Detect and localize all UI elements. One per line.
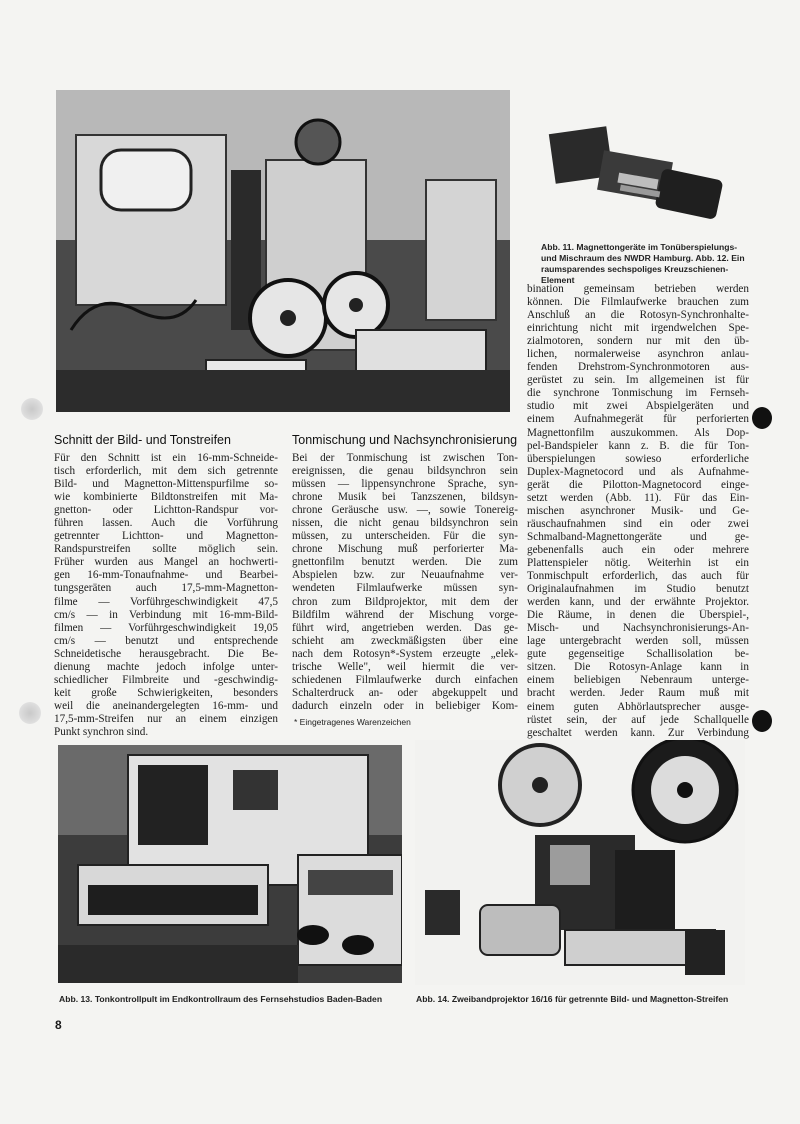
text-line: Früher wurden aus Mangel an hochwerti- [54,556,278,569]
text-line: wie kombinierte Bildtonstreifen mit Ma- [54,491,278,504]
text-line: zialmotoren, sondern nur mit den üb- [527,335,749,348]
text-line: dadurch einzeln oder in beliebiger Kom- [292,699,518,712]
text-line: weil die aneinandergelegten 16-mm- und [54,699,278,712]
ink-blot [752,407,772,429]
text-line: lage untergebracht werden soll, müssen [527,635,749,648]
text-line: chron zum Bildprojektor, mit dem der [292,595,518,608]
text-line: Duplex-Magnetocord und als Aufnahme- [527,465,749,478]
text-line: schiedlicher Filmbreite und -geschwindig- [54,673,278,686]
text-line: fenden Drehstrom-Synchronmotoren aus- [527,361,749,374]
column-1-text [54,452,278,739]
text-line: studio mit zwei Abspielgeräten und [527,400,749,413]
text-line: keit große Schwierigkeiten, besonders [54,686,278,699]
text-line: chrone Mischung muß perforierter Ma- [292,543,518,556]
figure-11-12-caption [541,242,753,286]
text-line: gerüstet zu sein. Im allgemeinen ist für [527,374,749,387]
text-line: chrone Geräusche usw. —, sowie Tonereig- [292,504,518,517]
text-line: führt wird, angetrieben werden. Das ge- [292,621,518,634]
text-line: wendeten Filmlaufwerke müssen syn- [292,582,518,595]
text-line: gnetton- oder Lichtton-Randspur vor- [54,504,278,517]
text-line: gnettonfilm benutzt werden. Die zum [292,556,518,569]
text-line: sitzen. Die Rotosyn-Anlage kann in [527,661,749,674]
text-line: Punkt synchron sind. [54,725,149,738]
text-line: können. Die Filmlaufwerke brauchen zum [527,296,749,309]
text-line: gerät die Pilotton-Magnetocord einge- [527,478,749,491]
caption-line: Abb. 11. Magnettongeräte im Tonüberspielungs- [541,242,738,252]
footnote: * Eingetragenes Warenzeichen [294,717,411,727]
text-line: Die Räume, in denen die Überspiel-, [527,609,749,622]
figure-12-photo [540,116,732,234]
text-line: filme — Vorführgeschwindigkeit 47,5 [54,595,278,608]
text-line: schieht am zweckmäßigsten über eine [292,634,518,647]
text-line: Plattenspieler nötig. Weiterhin ist ein [527,556,749,569]
text-line: Schmalband-Magnettongeräte und ge- [527,530,749,543]
text-line: räuschaufnahmen sind ein oder zwei [527,517,749,530]
text-line: setzt werden (Abb. 11). Für das Ein- [527,491,749,504]
text-line: müssen, zu unterscheiden. Für die syn- [292,530,518,543]
text-line: geschaltet werden kann. Zur Verbindung [527,726,749,739]
text-line: Misch- und Nachsynchronisierungs-An- [527,622,749,635]
text-line: ereignissen, die genau bildsynchron sein [292,465,518,478]
caption-line: und Mischraum des NWDR Hamburg. Abb. 12. Ein [541,253,745,263]
figure-13-caption: Abb. 13. Tonkontrollpult im Endkontrollraum des Fernsehstudios Baden-Baden [59,994,383,1004]
text-line: tisch erforderlich, mit dem sich getrennte [54,465,278,478]
figure-14-caption: Abb. 14. Zweibandprojektor 16/16 für getrennte Bild- und Magnetton-Streifen [416,994,729,1004]
text-line: gebenenfalls auch ein oder mehrere [527,543,749,556]
ink-blot [752,710,772,732]
text-line: mischen asynchroner Musik- und Ge- [527,504,749,517]
text-line: werden kann, und der erwähnte Projektor. [527,596,749,609]
text-line: dienung machte jedoch infolge unter- [54,660,278,673]
text-line: 17,5-mm-Streifen nur an einem einzigen [54,712,278,725]
section-heading-schnitt: Schnitt der Bild- und Tonstreifen [54,433,231,447]
column-3-text [527,283,749,740]
text-line: überspielungen sowieso erforderliche [527,452,749,465]
text-line: lichen, normalerweise asynchron anlau- [527,348,749,361]
column-2-text [292,452,518,713]
figure-14-photo [415,740,745,985]
punch-hole [19,702,41,724]
figure-11-photo [56,90,510,412]
text-line: nach dem Rotosyn*-System erzeugte „elek- [292,647,518,660]
text-line: Für den Schnitt ist ein 16-mm-Schneide- [54,452,278,464]
text-line: tungsgeräten auch 17,5-mm-Magnetton- [54,582,278,595]
text-line: bracht werden. Jeder Raum muß mit [527,687,749,700]
text-line: einem guten Abhörlautsprecher ausge- [527,700,749,713]
text-line: Bildfilm während der Mischung vorge- [292,608,518,621]
text-line: pel-Bandspieler kann z. B. die für Ton- [527,439,749,452]
text-line: cm/s — benutzt und entsprechende [54,634,278,647]
text-line: einem beliebigen Nebenraum unterge- [527,674,749,687]
text-line: Tonmischpult erforderlich, das auch für [527,570,749,583]
page-number: 8 [55,1018,62,1032]
text-line: Originalaufnahmen im Studio benutzt [527,583,749,596]
punch-hole [21,398,43,420]
text-line: cm/s — in Verbindung mit 16-mm-Bild- [54,608,278,621]
text-line: filmen — Vorführgeschwindigkeit 19,05 [54,621,278,634]
text-line: chrone Musik bei Tanzszenen, bildsyn- [292,491,518,504]
text-line: Schalterdruck an- oder abgekuppelt und [292,686,518,699]
text-line: Schneidetische herausgebracht. Die Be- [54,647,278,660]
figure-13-photo [58,745,402,983]
text-line: nissen, die nicht genau bildsynchron sein [292,517,518,530]
text-line: Bei der Tonmischung ist zwischen Ton- [292,452,518,464]
text-line: die synchrone Tonmischung im Fernseh- [527,387,749,400]
text-line: einrichtung nicht mit irgendwelchen Spe- [527,322,749,335]
text-line: gute gegenseitige Schallisolation be- [527,648,749,661]
text-line: getrennter Lichtton- und Magnetton- [54,530,278,543]
text-line: müssen — lippensynchrone Sprache, syn- [292,478,518,491]
text-line: bination gemeinsam betrieben werden [527,283,749,295]
text-line: gen 16-mm-Tonaufnahme- und Bearbei- [54,569,278,582]
text-line: Abspielen bzw. zur Neuaufnahme ver- [292,569,518,582]
caption-line: raumsparendes sechspoliges Kreuzschienen-Element [541,264,729,285]
text-line: schiedenen Filmlaufwerke durch einfachen [292,673,518,686]
text-line: führen lassen. Auch die Vorführung [54,517,278,530]
text-line: rüstet sein, der auf jede Schallquelle [527,713,749,726]
text-line: Anschluß an die Rotosyn-Synchronhalte- [527,309,749,322]
text-line: Bild- und Magnetton-Mittenspurfilme so- [54,478,278,491]
text-line: einem Aufnahmegerät für perforierten [527,413,749,426]
text-line: Randspurstreifen sollte möglich sein. [54,543,278,556]
section-heading-tonmischung: Tonmischung und Nachsynchronisierung [292,433,518,447]
text-line: trische Welle", weil hiermit die ver- [292,660,518,673]
text-line: Magnettonfilm auszukommen. Als Dop- [527,426,749,439]
